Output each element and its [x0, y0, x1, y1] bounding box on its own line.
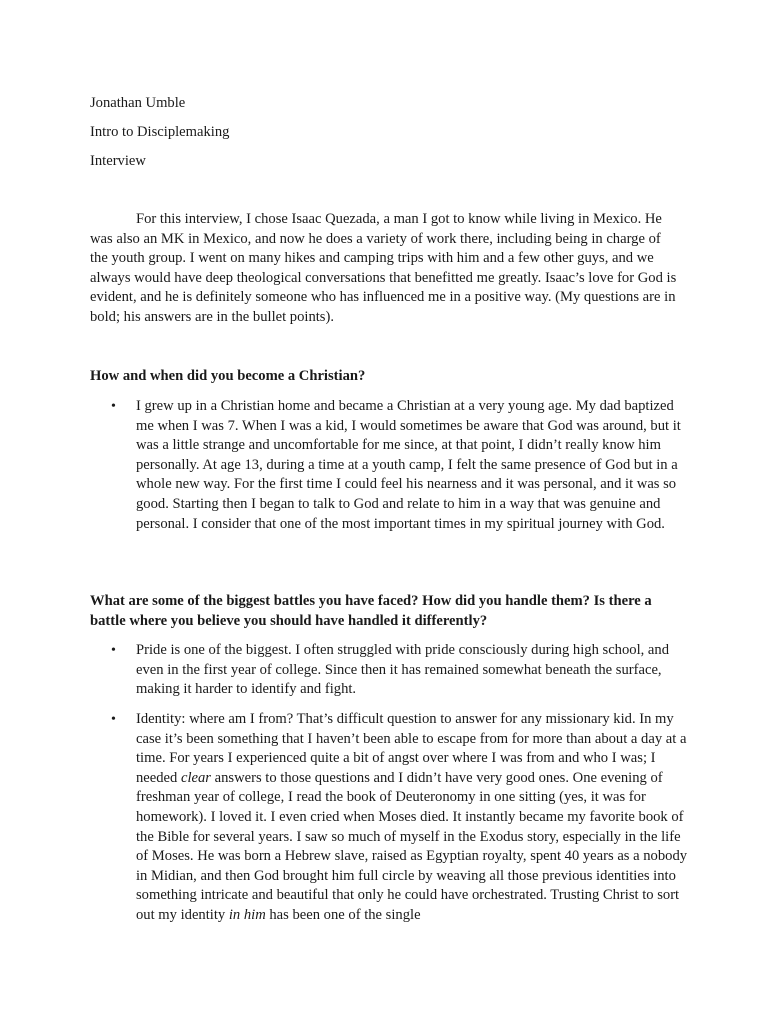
intro-paragraph: For this interview, I chose Isaac Quezada, a man I got to know while living in Mexico. He was also an MK in Mexico, and now he does a variety of work there, including being in charge of the youth group. I went on many hikes and camping trips with him and a few other guys, and we always would have deep theological conversations that benefitted me greatly. Isaac’s love for God is evident, and he is definitely someone who has influenced me in a positive way. (My questions are in bold; his answers are in the bullet points).	[90, 211, 677, 325]
bullet-marker: •	[111, 643, 116, 658]
author-name: Jonathan Umble	[90, 95, 186, 111]
answer-2-2	[136, 710, 692, 926]
answer-2-2-text-b: answers to those questions and I didn’t have very good ones. One evening of freshman year of college, I read the book of Deuteronomy in one sitting (yes, it was for homework). I loved it. I even cried when Moses died. It instantly became my favorite book of the Bible for several years. I saw so much of myself in the Exodus story, especially in the life of Moses. He was born a Hebrew slave, raised as Egyptian royalty, spent 40 years as a nobody in Midian, and then God brought him full circle by weaving all those previous identities into something intricate and beautiful that only he could have orchestrated. Trusting Christ to sort out my identity	[136, 769, 688, 923]
answer-2-2-emphasis-clear: clear	[180, 769, 211, 786]
answer-2-2-text-c: has been one of the single	[265, 906, 421, 923]
answer-1-1: I grew up in a Christian home and became a Christian at a very young age. My dad baptized me when I was 7. When I was a kid, I would sometimes be aware that God was around, but it was a little strange and uncomfortable for me since, at that point, I didn’t really know him personally. At age 13, during a time at a youth camp, I felt the same presence of God but in a whole new way. For the first time I could feel his nearness and it was personal, and it was so good. Starting then I began to talk to God and relate to him in a way that was genuine and personal. I consider that one of the most important times in my spiritual journey with God.	[136, 398, 681, 532]
assignment-title: Interview	[90, 153, 146, 169]
course-title: Intro to Disciplemaking	[90, 124, 230, 140]
bullet-marker: •	[111, 712, 116, 727]
bullet-marker: •	[111, 399, 116, 414]
question-2: What are some of the biggest battles you have faced? How did you handle them? Is there a battle where you believe you should have handled it differently?	[90, 593, 652, 629]
answer-2-1: Pride is one of the biggest. I often struggled with pride consciously during high school, and even in the first year of college. Since then it has remained somewhat beneath the surface, making it harder to identify and fight.	[136, 642, 669, 698]
question-1: How and when did you become a Christian?	[90, 368, 366, 384]
answer-2-2-emphasis-in-him: in him	[228, 906, 266, 923]
answer-2-2-text-a: Identity: where am I from? That’s difficult question to answer for any missionary kid. In my case it’s been something that I haven’t been able to escape from for more than about a day at a time. For years I experienced quite a bit of angst over where I was from and who I was; I needed	[136, 711, 687, 786]
